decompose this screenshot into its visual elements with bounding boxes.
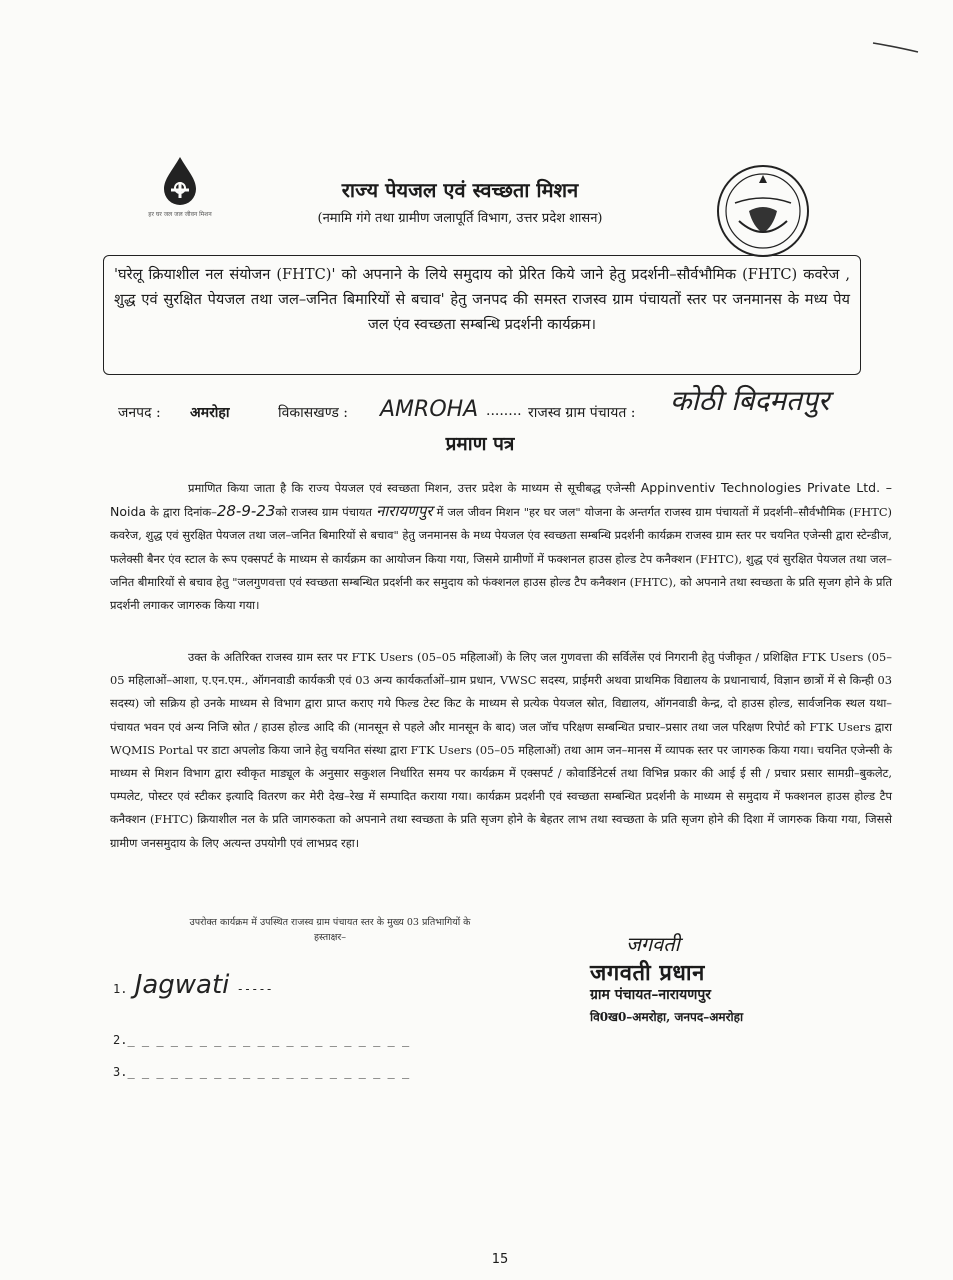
district-value: अमरोहा bbox=[190, 405, 230, 421]
logo-caption: हर घर जल जल जीवन मिशन bbox=[148, 211, 212, 218]
mission-subtitle: (नमामि गंगे तथा ग्रामीण जलापूर्ति विभाग, उत्तर प्रदेश शासन) bbox=[317, 211, 603, 226]
pradhan-stamp bbox=[590, 930, 820, 1025]
panchayat-value: कोठी बिदमतपुर bbox=[670, 384, 830, 417]
location-info bbox=[118, 384, 918, 427]
certificate-paragraph-1 bbox=[110, 476, 892, 617]
block-label: विकासखण्ड : bbox=[278, 405, 349, 421]
district-label: जनपद : bbox=[118, 405, 161, 421]
signature-line-3: 3._ _ _ _ _ _ _ _ _ _ _ _ _ _ _ _ _ _ _ _ bbox=[113, 1065, 410, 1079]
page-number: 15 bbox=[491, 1252, 509, 1267]
stamp-office: ग्राम पंचायत–नारायणपुर bbox=[590, 987, 712, 1003]
certificate-title: प्रमाण पत्र bbox=[445, 433, 515, 455]
signature-1-tail: ----- bbox=[236, 982, 273, 996]
block-value: AMROHA bbox=[380, 397, 479, 422]
signature-1-name: Jagwati bbox=[134, 970, 230, 1000]
signature-1-number: 1. bbox=[113, 982, 128, 996]
panchayat-label: राजस्व ग्राम पंचायत : bbox=[528, 405, 636, 421]
up-government-seal-icon bbox=[715, 163, 811, 259]
note-line-2: हस्ताक्षर– bbox=[313, 932, 347, 943]
certificate-paragraph-2: उक्त के अतिरिक्त राजस्व ग्राम स्तर पर FTK Users (05–05 महिलाओं) के लिए जल गुणवत्ता की सर्विलेंस एवं निगरानी हेतु पंजीकृत / प्रशिक्षित FTK Users (05–05 महिलाओं–आशा, ए.एन.एम., ऑगनवाडी कार्यकत्री एवं 03 अन्य कार्यकर्ताओं–ग्राम प्रधान, VWSC सदस्य, प्राईमरी अथवा प्राथमिक विद्यालय के प्रधानाचार्य, विज्ञान छात्रों में से किन्ही 03 सदस्य) जो सक्रिय हो उनके माध्यम से विभाग द्वारा प्राप्त कराए गये फिल्ड टेस्ट किट के माध्यम से प्रत्येक पेयजल स्रोत, विद्यालय, ऑगनवाडी केन्द्र, दो हाउस होल्ड, सार्वजनिक स्थल यथा–पंचायत भवन एवं अन्य निजि स्रोत / हाउस होल्ड आदि की (मानसून से पहले और मानसून के बाद) जल जॉच परिक्षण सम्बन्धित प्रचार–प्रसार तथा जल परिक्षण रिपोर्ट को FTK Users द्वारा WQMIS Portal पर डाटा अपलोड किया जाने हेतु चयनित संस्था द्वारा FTK Users (05–05 महिलाओं) तथा आम जन–मानस में व्यापक स्तर पर जागरुक किया गया। चयनित एजेन्सी के माध्यम से मिशन विभाग द्वारा स्वीकृत माड्यूल के अनुसार सकुशल निर्धारित समय पर कार्यक्रम में एक्सपर्ट / कोवार्डिनेटर्स तथा विभिन्न प्रकार की आई ई सी / प्रचार प्रसार सामग्री–बुकलेट, पम्पलेट, पोस्टर एवं स्टीकर इत्यादि वितरण कर मेरी देख–रेख में सम्पादित कराया गया। कार्यक्रम प्रदर्शनी एवं स्वच्छता सम्बन्धित प्रदर्शनी के माध्यम से समुदाय में फक्शनल हाउस होल्ड टैप कनैक्शन (FHTC) क्रियाशील नल के प्रति जागरुकता को अपनाने तथा स्वच्छता के प्रति सृजग होने के बेहतर लाभ तथा स्वच्छता के प्रति सृजग होने की दिशा में जागरुक किया गया, जिससे ग्रामीण जनसमुदाय के लिए अत्यन्त उपयोगी एवं लाभप्रद रहा। bbox=[110, 650, 893, 850]
programme-date: 28-9-23 bbox=[216, 502, 276, 521]
pen-mark bbox=[872, 40, 920, 54]
stamp-name: जगवती प्रधान bbox=[590, 960, 705, 986]
banner-text: 'घरेलू क्रियाशील नल संयोजन (FHTC)' को अपनाने के लिये समुदाय को प्रेरित किये जाने हेतु प्रदर्शनी–सौर्वभौमिक (FHTC) कवरेज , शुद्ध एवं सुरक्षित पेयजल तथा जल–जनित बिमारियों से बचाव' हेतु जनपद की समस्त राजस्व ग्राम पंचायतों स्तर पर जनमानस के मध्य पेय जल एंव स्वच्छता सम्बन्धि प्रदर्शनी कार्यक्रम। bbox=[114, 266, 850, 333]
p1-text-d: में जल जीवन मिशन "हर घर जल" योजना के अन्तर्गत राजस्व ग्राम पंचायतों में प्रदर्शनी–सौर्वभौमिक (FHTC) कवरेज, शुद्ध एवं सुरक्षित पेयजल तथा जल–जनित बिमारियों से बचाव" हेतु जनमानस के मध्य पेयजल एंव स्वच्छता सम्बन्धि प्रदर्शनी कार्यक्रम राजस्व ग्राम स्तर पर चयनित एजेन्सी द्वारा स्टेन्डीज, फलेक्सी बैनर एंव स्टाल के रूप एक्सपर्ट के माध्यम से कार्यक्रम का आयोजन किया गया, जिसमे ग्रामीणों में फक्शनल हाउस होल्ड टेप कनैक्शन (FHTC), शुद्ध एवं सुरक्षित पेयजल तथा जल–जनित बीमारियों से बचाव हेतु "जलगुणवत्ता एवं स्वच्छता सम्बन्धित प्रदर्शनी कर समुदाय को फंक्शनल हाउस होल्ड टैप कनैक्शन (FHTC), को अपनाने तथा स्वच्छता के प्रति सृजग होने के प्रति प्रदर्शनी लगाकर जागरुक किया गया। bbox=[110, 505, 892, 613]
village-name: नारायणपुर bbox=[376, 502, 433, 521]
water-drop-icon bbox=[158, 155, 202, 207]
p1-text-a: प्रमाणित किया जाता है कि राज्य पेयजल एवं स्वच्छता मिशन, उत्तर प्रदेश के माध्यम से सूचीबद्ध एजेन्सी bbox=[188, 481, 636, 495]
block-dots: ........ bbox=[486, 403, 522, 419]
signature-line-1 bbox=[113, 970, 273, 1000]
mission-title: राज्य पेयजल एवं स्वच्छता मिशन bbox=[341, 178, 579, 202]
pradhan-signature: जगवती bbox=[626, 932, 680, 956]
stamp-address: वि0ख0–अमरोहा, जनपद–अमरोहा bbox=[590, 1010, 744, 1024]
note-line-1: उपरोक्त कार्यक्रम में उपस्थित राजस्व ग्राम पंचायत स्तर के मुख्य 03 प्रतिभागियों के bbox=[189, 917, 471, 928]
jal-jeevan-mission-logo bbox=[140, 155, 220, 219]
signature-line-2: 2._ _ _ _ _ _ _ _ _ _ _ _ _ _ _ _ _ _ _ _ bbox=[113, 1033, 410, 1047]
participants-note bbox=[110, 915, 550, 945]
programme-banner bbox=[103, 255, 861, 375]
agency-name: Appinventiv Technologies Private Ltd. – Noida bbox=[110, 480, 892, 520]
p1-text-c: को राजस्व ग्राम पंचायत bbox=[275, 505, 373, 520]
p1-text-b: के द्वारा दिनांक– bbox=[150, 505, 217, 520]
